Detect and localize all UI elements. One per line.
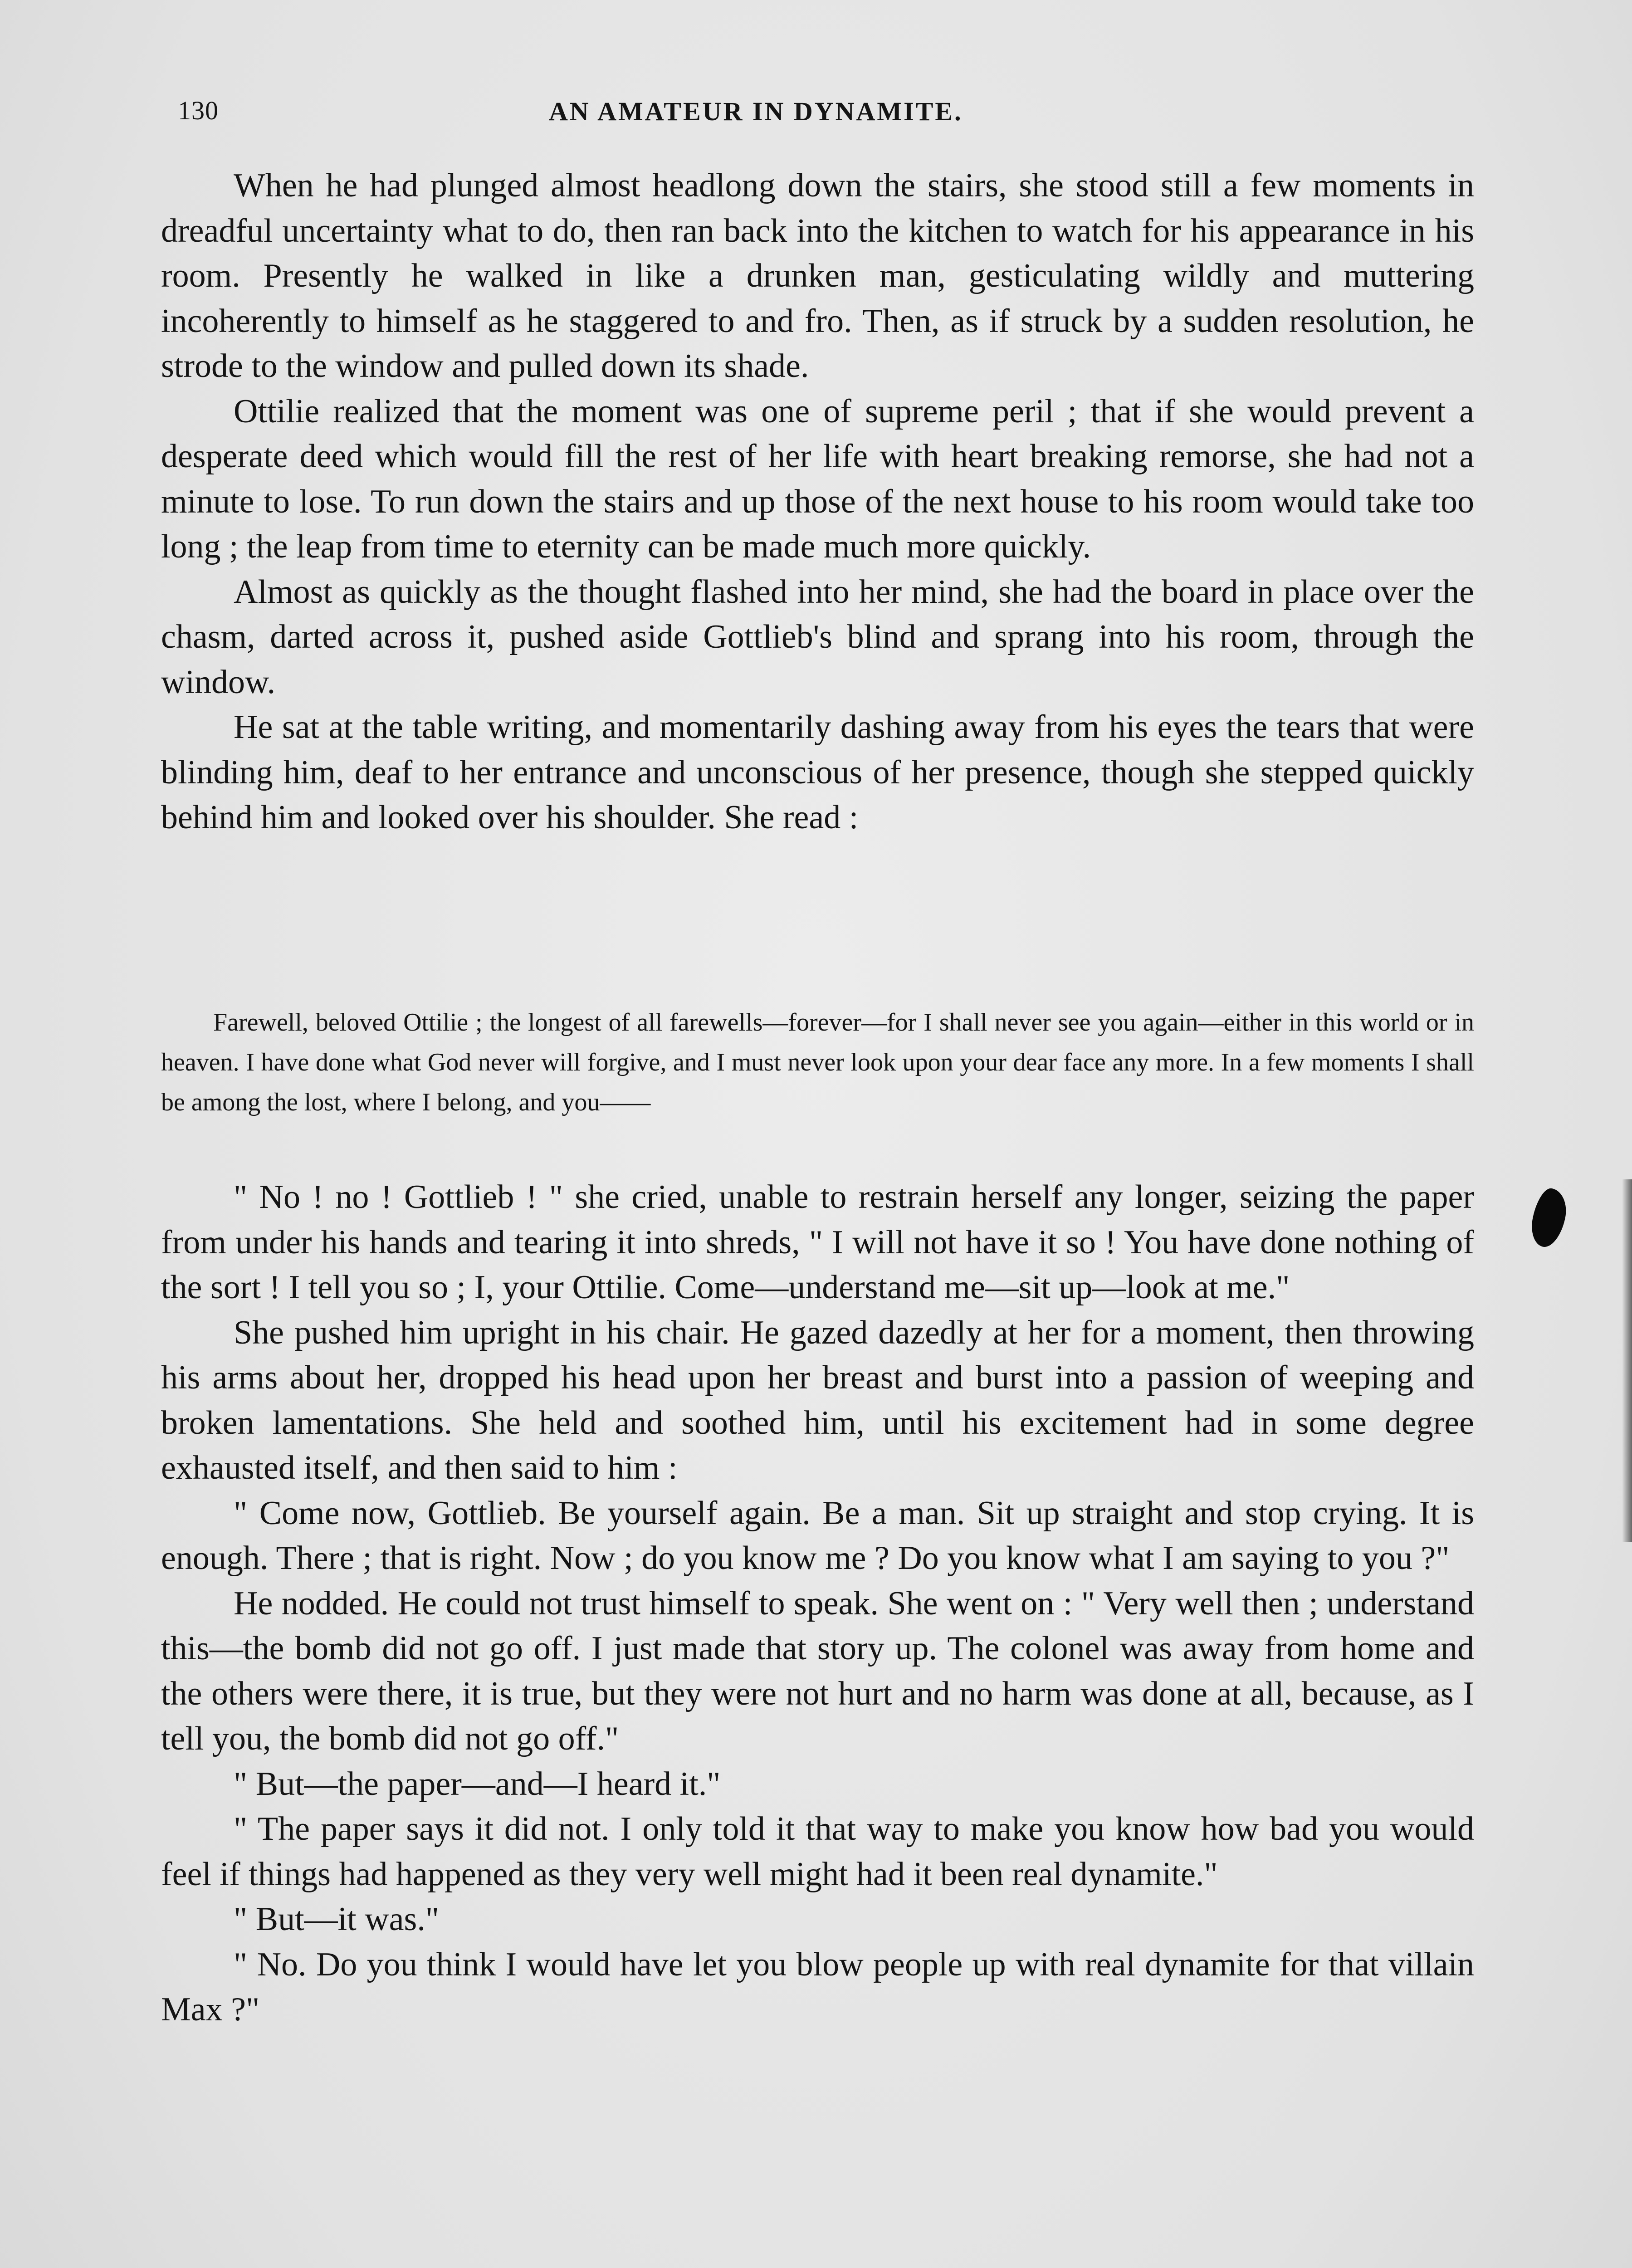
body-text-top bbox=[161, 163, 1474, 841]
paragraph: " But—the paper—and—I heard it." bbox=[234, 1765, 721, 1803]
ink-blot bbox=[1527, 1186, 1570, 1250]
running-title: AN AMATEUR IN DYNAMITE. bbox=[549, 97, 963, 126]
letter-text: Farewell, beloved Ottilie ; the longest of all farewells—forever—for I shall never see you again—either in this world or in heaven. I have done what God never will forgive, and I must never look upon your dear face any more. In a few moments I shall be among the lost, where I belong, and you—— bbox=[161, 1008, 1474, 1116]
paragraph: " But—it was." bbox=[234, 1901, 440, 1938]
body-text-bottom bbox=[161, 1175, 1474, 2033]
page-edge-shadow bbox=[1622, 1179, 1632, 1542]
paragraph: When he had plunged almost headlong down the stairs, she stood still a few moments in dreadful uncertainty what to do, then ran back into the kitchen to watch for his appearance in his room. Presently he walked in like a drunken man, gesticulating wildly and muttering incoherently to himself as he staggered to and fro. Then, as if struck by a sudden resolution, he strode to the window and pulled down its shade. bbox=[161, 167, 1474, 385]
paragraph: He sat at the table writing, and momentarily dashing away from his eyes the tears that were blinding him, deaf to her entrance and unconscious of her presence, though she stepped quickly behind him and looked over his shoulder. She read : bbox=[161, 709, 1474, 836]
paragraph: " The paper says it did not. I only told it that way to make you know how bad you would feel if things had happened as they very well might had it been real dynamite." bbox=[161, 1810, 1474, 1893]
paragraph: He nodded. He could not trust himself to speak. She went on : " Very well then ; understand this—the bomb did not go off. I just made that story up. The colonel was away from home and the others were there, it is true, but they were not hurt and no harm was done at all, because, as I tell you, the bomb did not go off." bbox=[161, 1584, 1474, 1757]
page-number: 130 bbox=[178, 96, 219, 125]
paragraph: Almost as quickly as the thought flashed into her mind, she had the board in place over the chasm, darted across it, pushed aside Gottlieb's blind and sprang into his room, through the window. bbox=[161, 573, 1474, 701]
paragraph: " Come now, Gottlieb. Be yourself again. Be a man. Sit up straight and stop crying. It is enough. There ; that is right. Now ; do you know me ? Do you know what I am saying to you ?" bbox=[161, 1494, 1474, 1577]
quoted-letter bbox=[161, 1002, 1474, 1122]
paragraph: " No. Do you think I would have let you blow people up with real dynamite for that villain Max ?" bbox=[161, 1945, 1474, 2028]
paragraph: Ottilie realized that the moment was one of supreme peril ; that if she would prevent a desperate deed which would fill the rest of her life with heart breaking remorse, she had not a minute to lose. To run down the stairs and up those of the next house to his room would take too long ; the leap from time to eternity can be made much more quickly. bbox=[161, 392, 1474, 565]
paragraph: " No ! no ! Gottlieb ! " she cried, unable to restrain herself any longer, seizing the paper from under his hands and tearing it into shreds, " I will not have it so ! You have done nothing of the sort ! I tell you so ; I, your Ottilie. Come—understand me—sit up—look at me." bbox=[161, 1178, 1474, 1306]
paragraph: She pushed him upright in his chair. He gazed dazedly at her for a moment, then throwing his arms about her, dropped his head upon her breast and burst into a passion of weeping and broken lamentations. She held and soothed him, until his excitement had in some degree exhausted itself, and then said to him : bbox=[161, 1314, 1474, 1486]
